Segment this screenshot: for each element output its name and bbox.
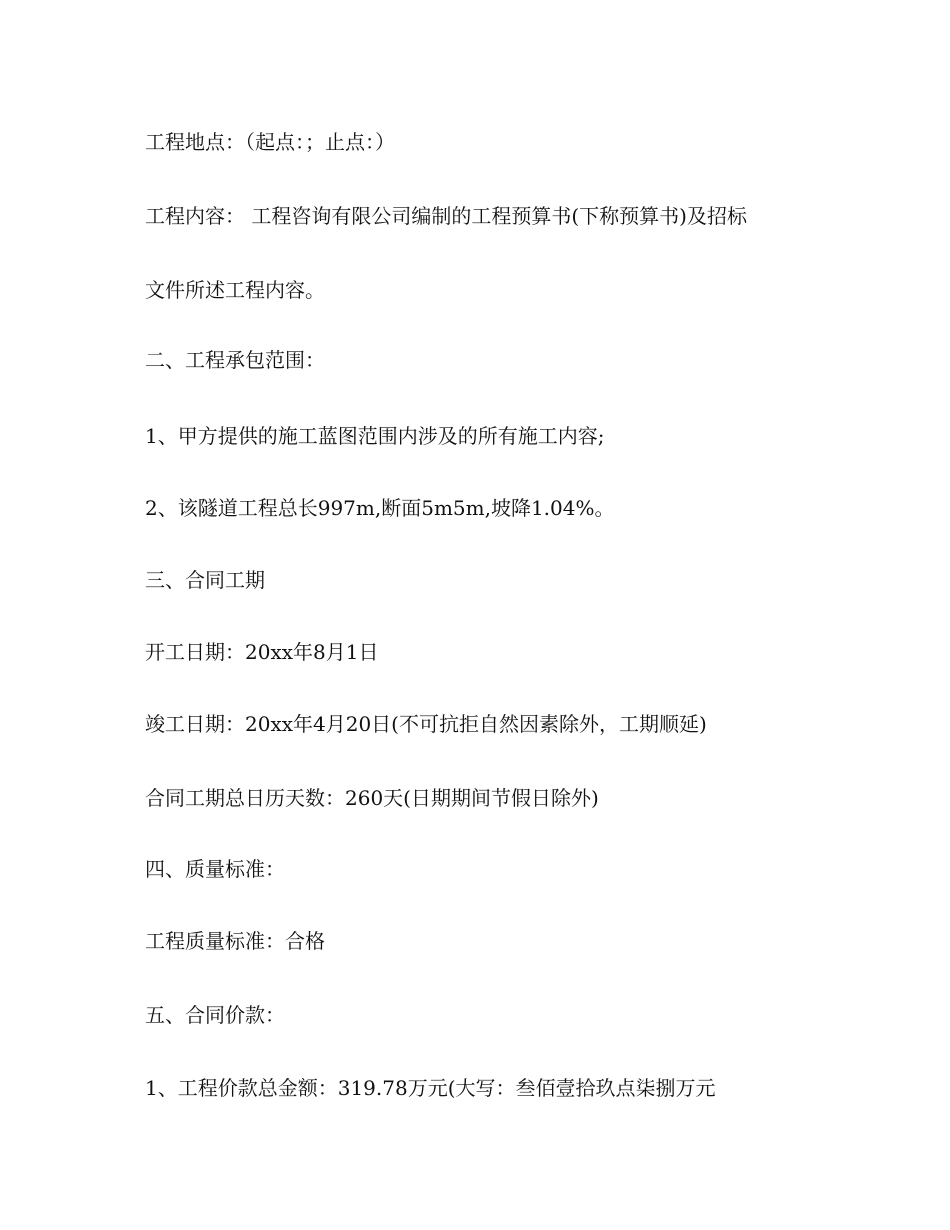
section-heading-contract-period: 三、合同工期 xyxy=(145,568,265,592)
section-heading-scope: 二、工程承包范围： xyxy=(145,348,325,372)
text-line-quality-standard: 工程质量标准：合格 xyxy=(145,929,325,953)
text-line-project-content: 工程内容： 工程咨询有限公司编制的工程预算书(下称预算书)及招标 xyxy=(145,204,747,228)
text-line-project-location: 工程地点：（起点：；止点：） xyxy=(145,130,395,154)
text-line-scope-item-2: 2、该隧道工程总长997m,断面5m5m,坡降1.04%。 xyxy=(145,496,615,520)
text-line-completion-date: 竣工日期：20xx年4月20日(不可抗拒自然因素除外，工期顺延) xyxy=(145,712,707,736)
text-line-start-date: 开工日期：20xx年8月1日 xyxy=(145,640,379,664)
text-line-scope-item-1: 1、甲方提供的施工蓝图范围内涉及的所有施工内容; xyxy=(145,424,605,448)
text-line-total-amount: 1、工程价款总金额：319.78万元(大写：叁佰壹拾玖点柒捌万元 xyxy=(145,1076,716,1100)
text-line-total-days: 合同工期总日历天数：260天(日期期间节假日除外) xyxy=(145,786,599,810)
section-heading-contract-price: 五、合同价款： xyxy=(145,1003,285,1027)
text-line-project-content-cont: 文件所述工程内容。 xyxy=(145,278,325,302)
section-heading-quality: 四、质量标准： xyxy=(145,857,285,881)
